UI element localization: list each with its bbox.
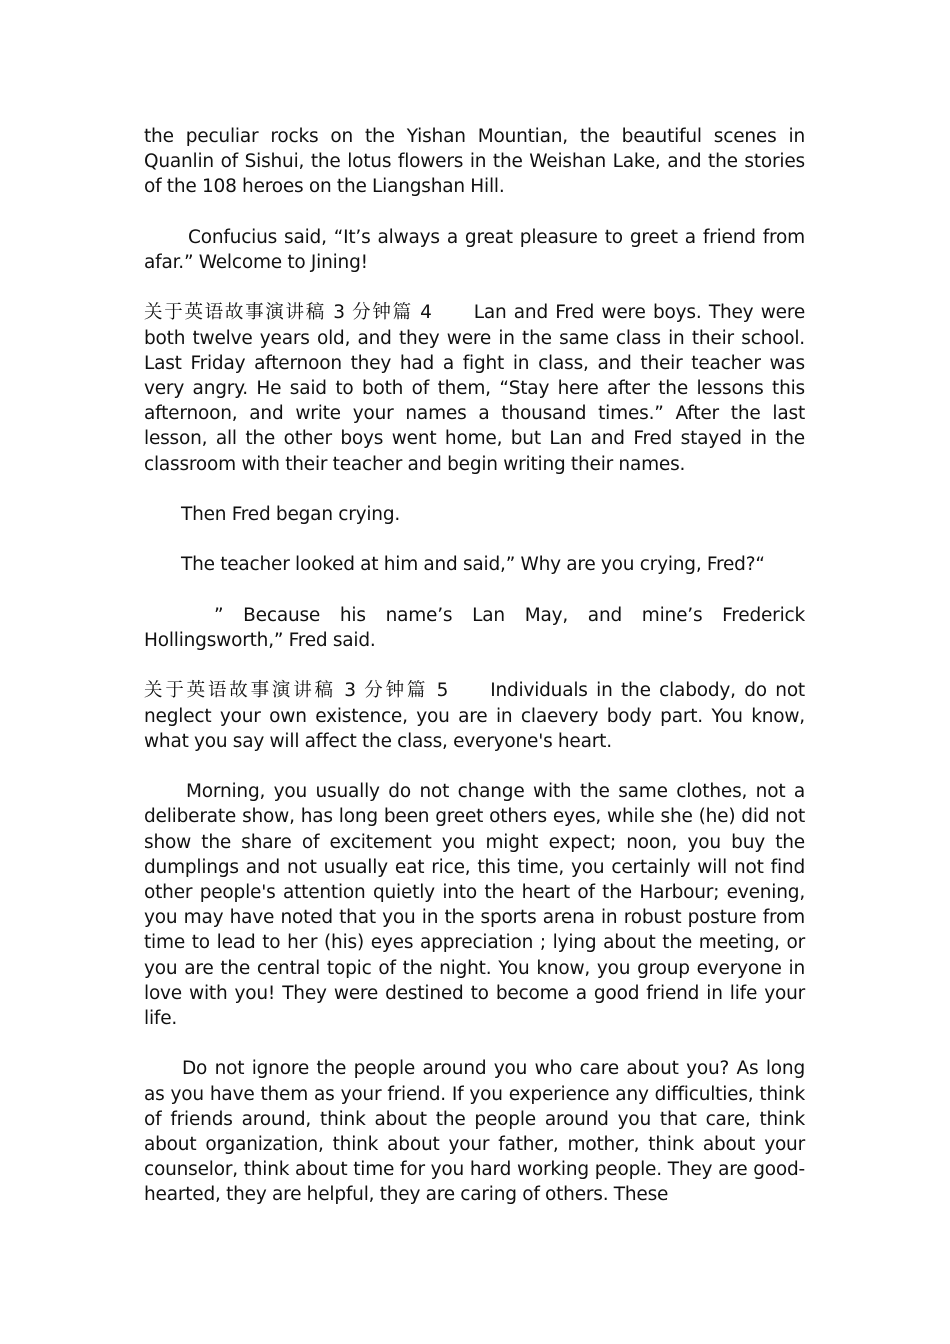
paragraph-text: Confucius said, “It’s always a great pleasure to greet a friend from afar.” Welcome to Jining! (144, 226, 805, 273)
paragraph-story-4 (144, 300, 805, 476)
section-heading-5: 关于英语故事演讲稿 3 分钟篇 5 (144, 680, 449, 702)
paragraph-text: Lan and Fred were boys. They were both twelve years old, and they were in the same class in their school. Last Friday afternoon they had a fight in class, and their teacher was very angry. He said to both of them, “Stay here after the lessons this afternoon, and write your names a thousand times.” After the last lesson, all the other boys went home, but Lan and Fred stayed in the classroom with their teacher and begin writing their names. (144, 302, 805, 475)
paragraph-text: ” Because his name’s Lan May, and mine’s Frederick Hollingsworth,” Fred said. (144, 604, 805, 651)
paragraph-text: Do not ignore the people around you who care about you? As long as you have them as your friend. If you experience any difficulties, think of friends around, think about the people around you that care, think about organization, think about your father, mother, think about your counselor, think about time for you hard working people. They are good-hearted, they are helpful, they are caring of others. These (144, 1058, 805, 1206)
section-heading-4: 关于英语故事演讲稿 3 分钟篇 4 (144, 302, 432, 324)
paragraph-text: Individuals in the clabody, do not neglect your own existence, you are in claevery body part. You know, what you say will affect the class, everyone's heart. (144, 680, 805, 752)
paragraph-story-5 (144, 678, 805, 754)
paragraph-morning (144, 779, 805, 1031)
paragraph-text: the peculiar rocks on the Yishan Mountian, the beautiful scenes in Quanlin of Sishui, the lotus flowers in the Weishan Lake, and the stories of the 108 heroes on the Liangshan Hill. (144, 126, 805, 198)
paragraph-text: Then Fred began crying. (181, 504, 401, 525)
paragraph-do-not-ignore (144, 1056, 805, 1207)
paragraph-text: Morning, you usually do not change with the same clothes, not a deliberate show, has long been greet others eyes, while she (he) did not show the share of excitement you might expect; noon, you buy the dumplings and not usually eat rice, this time, you certainly will not find other people's attention quietly into the heart of the Harbour; evening, you may have noted that you in the sports arena in robust posture from time to lead to her (his) eyes appreciation ; lying about the meeting, or you are the central topic of the night. You know, you group everyone in love with you! They were destined to become a good friend in life your life. (144, 781, 805, 1029)
paragraph-jining-attractions (144, 124, 805, 200)
paragraph-teacher-question (144, 552, 805, 577)
paragraph-fred-crying (144, 502, 805, 527)
document-page (144, 124, 805, 1233)
paragraph-confucius-quote (144, 225, 805, 275)
paragraph-fred-answer (144, 603, 805, 653)
paragraph-text: The teacher looked at him and said,” Why are you crying, Fred?“ (181, 554, 765, 576)
